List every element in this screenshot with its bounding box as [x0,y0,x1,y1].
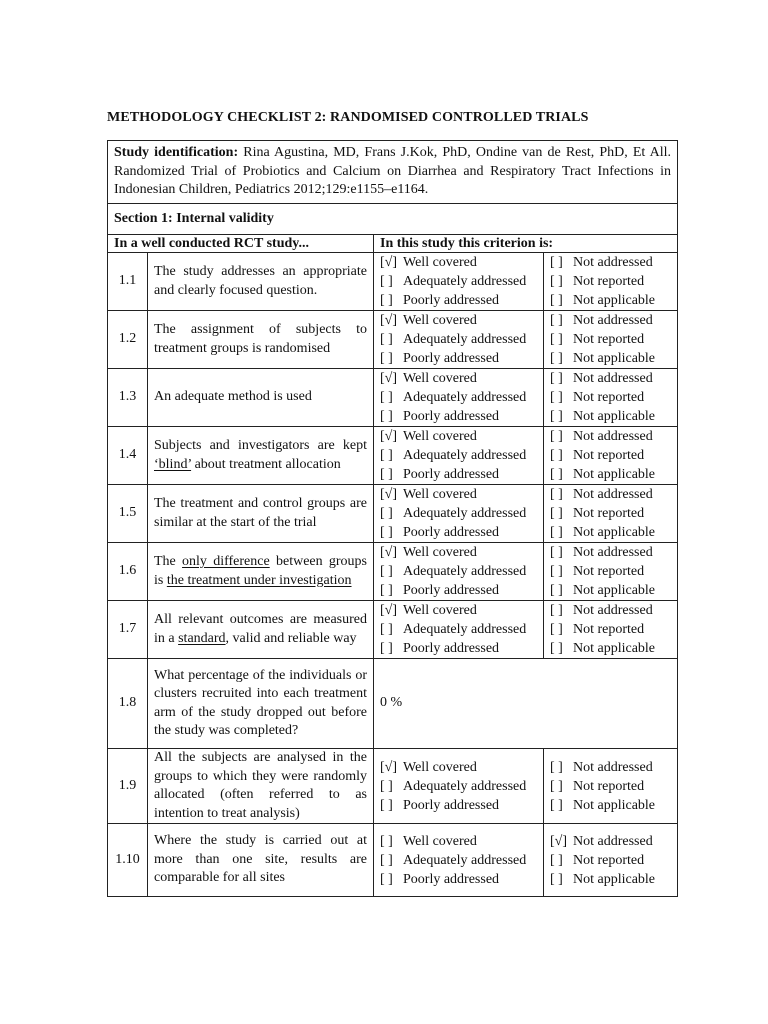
criterion-text: The assignment of subjects to treatment groups is randomised [148,311,374,369]
checkbox-empty-icon: [ ] [550,545,563,560]
checkbox-empty-icon: [ ] [380,409,393,424]
criterion-text-underlined: standard [178,630,226,646]
criterion-row [108,369,678,427]
checkbox-option[interactable] [380,639,543,658]
checkbox-checked-icon: [√] [380,371,398,386]
rating-options-right [544,601,678,659]
header-right: In this study this criterion is: [374,235,678,253]
checkbox-checked-icon: [√] [380,545,398,560]
study-identification-label: Study identification: [114,145,239,160]
checkbox-option[interactable] [550,349,677,368]
criterion-row [108,749,678,824]
rating-options-left [374,824,544,897]
checkbox-option[interactable] [550,369,677,388]
criterion-row [108,543,678,601]
checkbox-empty-icon: [ ] [550,390,563,405]
checkbox-empty-icon: [ ] [550,583,563,598]
checkbox-empty-icon: [ ] [380,871,393,887]
checkbox-checked-icon: [√] [380,255,398,270]
checkbox-option[interactable] [550,504,677,523]
checkbox-empty-icon: [ ] [380,833,393,849]
criterion-text [148,601,374,659]
checkbox-label: Not addressed [573,833,653,849]
checkbox-empty-icon: [ ] [550,852,563,868]
checkbox-label: Well covered [403,429,477,444]
header-row [108,235,678,253]
checkbox-empty-icon: [ ] [550,759,563,775]
checkbox-option[interactable] [550,870,677,889]
checkbox-option[interactable] [380,388,543,407]
criterion-row [108,659,678,749]
checkbox-empty-icon: [ ] [550,467,563,482]
criterion-text: The treatment and control groups are similar at the start of the trial [148,485,374,543]
rating-options-left [374,427,544,485]
checkbox-empty-icon: [ ] [550,274,563,289]
criterion-text [148,427,374,485]
criterion-row [108,601,678,659]
checkbox-option[interactable] [380,832,543,851]
checkbox-label: Not applicable [573,525,656,540]
checkbox-label: Well covered [403,545,477,560]
rating-options-right [544,824,678,897]
checkbox-option[interactable] [380,601,543,620]
checkbox-label: Adequately addressed [403,448,527,463]
checkbox-option[interactable] [550,851,677,870]
checkbox-label: Not reported [573,274,645,289]
checkbox-empty-icon: [ ] [380,525,393,540]
criterion-row [108,311,678,369]
checkbox-label: Well covered [403,487,477,502]
criterion-text: What percentage of the individuals or clusters recruited into each treatment arm of the study dropped out before the study was completed? [148,659,374,749]
study-identification-text: Rina Agustina, MD, Frans J.Kok, PhD, Ondine van de Rest, PhD, Et All. Randomized Trial of Probiotics and Calcium on Diarrhea and Respiratory Tract Infections in Indonesian Children, Pediatrics 2012;129:e1155–e1164. [114,145,672,197]
checkbox-empty-icon: [ ] [380,797,393,813]
checkbox-label: Not applicable [573,409,656,424]
rating-options-left [374,253,544,311]
criterion-text: All the subjects are analysed in the groups to which they were randomly allocated (often referred to as intention to treat analysis) [148,749,374,824]
criterion-text-part: about treatment allocation [191,456,341,472]
checkbox-option[interactable] [550,523,677,542]
criterion-number: 1.8 [108,659,148,749]
checkbox-label: Not applicable [573,641,656,656]
checkbox-label: Not reported [573,852,645,868]
checkbox-label: Not addressed [573,487,653,502]
criterion-text-underlined: the treatment under investigation [166,572,352,588]
checkbox-checked-icon: [√] [380,313,398,328]
criterion-number: 1.5 [108,485,148,543]
checklist-body [108,141,678,897]
checkbox-checked-icon: [√] [380,429,398,444]
checkbox-label: Not reported [573,506,645,521]
checkbox-option[interactable] [380,291,543,310]
checkbox-option[interactable] [380,523,543,542]
checkbox-empty-icon: [ ] [550,778,563,794]
checkbox-option[interactable] [380,851,543,870]
checkbox-empty-icon: [ ] [550,564,563,579]
checkbox-label: Poorly addressed [403,467,500,482]
checkbox-empty-icon: [ ] [380,564,393,579]
checkbox-option[interactable] [550,272,677,291]
criterion-number: 1.3 [108,369,148,427]
checkbox-option[interactable] [550,562,677,581]
checkbox-empty-icon: [ ] [550,448,563,463]
rating-options-right [544,749,678,824]
checkbox-option[interactable] [550,465,677,484]
checkbox-empty-icon: [ ] [550,525,563,540]
checkbox-option[interactable] [380,620,543,639]
checkbox-label: Not reported [573,622,645,637]
criterion-text-underlined: only difference [182,554,270,569]
checkbox-label: Not addressed [573,255,653,270]
rating-options-left [374,485,544,543]
checkbox-label: Well covered [403,603,477,618]
checkbox-empty-icon: [ ] [550,797,563,813]
checkbox-label: Not addressed [573,545,653,560]
study-identification-cell [108,141,678,204]
criterion-number: 1.9 [108,749,148,824]
rating-options-left [374,543,544,601]
checkbox-option[interactable] [550,446,677,465]
checkbox-label: Well covered [403,371,477,386]
header-left: In a well conducted RCT study... [108,235,374,253]
rating-options-left [374,601,544,659]
checkbox-label: Not applicable [573,293,656,308]
checkbox-empty-icon: [ ] [550,603,563,618]
checkbox-option[interactable] [380,446,543,465]
checkbox-empty-icon: [ ] [380,583,393,598]
checkbox-label: Not addressed [573,759,653,775]
rating-options-right [544,253,678,311]
checkbox-empty-icon: [ ] [550,293,563,308]
checkbox-empty-icon: [ ] [380,293,393,308]
checkbox-option[interactable] [380,504,543,523]
checkbox-option[interactable] [380,543,543,562]
criterion-number: 1.10 [108,824,148,897]
checklist-table [107,140,678,897]
checkbox-label: Well covered [403,759,477,775]
checkbox-option[interactable] [550,777,677,796]
checkbox-option[interactable] [550,485,677,504]
checkbox-label: Adequately addressed [403,390,527,405]
criterion-text-part: The [154,554,183,569]
checkbox-option[interactable] [380,349,543,368]
checkbox-label: Not addressed [573,603,653,618]
checkbox-label: Adequately addressed [403,564,527,579]
criterion-row [108,253,678,311]
checkbox-option[interactable] [550,291,677,310]
criterion-row [108,485,678,543]
checkbox-option[interactable] [380,311,543,330]
checkbox-empty-icon: [ ] [550,622,563,637]
checkbox-label: Adequately addressed [403,622,527,637]
criterion-text-part: , valid and reliable way [225,630,357,646]
checkbox-option[interactable] [550,311,677,330]
checkbox-label: Poorly addressed [403,641,500,656]
checkbox-empty-icon: [ ] [550,506,563,521]
checkbox-label: Well covered [403,313,477,328]
criterion-text-underlined: ‘blind’ [154,456,192,472]
checkbox-empty-icon: [ ] [550,871,563,887]
document-title: METHODOLOGY CHECKLIST 2: RANDOMISED CONTROLLED TRIALS [107,110,589,125]
checkbox-option[interactable] [380,465,543,484]
checkbox-empty-icon: [ ] [550,371,563,386]
checkbox-label: Adequately addressed [403,332,527,347]
checkbox-label: Poorly addressed [403,525,500,540]
checkbox-label: Not reported [573,390,645,405]
checkbox-option[interactable] [550,543,677,562]
checkbox-option[interactable] [550,581,677,600]
checkbox-option[interactable] [550,639,677,658]
checkbox-empty-icon: [ ] [380,390,393,405]
checkbox-option[interactable] [550,253,677,272]
checkbox-empty-icon: [ ] [380,506,393,521]
checkbox-option[interactable] [550,796,677,815]
rating-options-left [374,749,544,824]
checkbox-label: Poorly addressed [403,409,500,424]
checkbox-label: Not applicable [573,797,656,813]
checkbox-label: Adequately addressed [403,506,527,521]
rating-options-right [544,369,678,427]
checkbox-label: Poorly addressed [403,797,500,813]
criterion-number: 1.4 [108,427,148,485]
checkbox-option[interactable] [380,330,543,349]
checkbox-empty-icon: [ ] [550,641,563,656]
checkbox-checked-icon: [√] [550,833,568,849]
criterion-text-part: Subjects and investigators are kept [154,438,367,453]
checkbox-option[interactable] [380,777,543,796]
checkbox-empty-icon: [ ] [550,487,563,502]
checkbox-label: Not applicable [573,871,656,887]
checkbox-label: Not applicable [573,351,656,366]
rating-options-left [374,311,544,369]
checkbox-option[interactable] [380,369,543,388]
checkbox-option[interactable] [380,562,543,581]
checkbox-empty-icon: [ ] [550,313,563,328]
criterion-row [108,427,678,485]
checkbox-empty-icon: [ ] [550,255,563,270]
checkbox-option[interactable] [550,832,677,851]
checkbox-label: Not reported [573,778,645,794]
checkbox-label: Not addressed [573,313,653,328]
checkbox-label: Not reported [573,448,645,463]
checkbox-empty-icon: [ ] [380,467,393,482]
rating-options-left [374,369,544,427]
criterion-number: 1.6 [108,543,148,601]
rating-options-right [544,427,678,485]
checkbox-option[interactable] [550,388,677,407]
criterion-text-part: All relevant outcomes are measured in a [154,612,367,646]
checkbox-checked-icon: [√] [380,487,398,502]
criterion-text: Where the study is carried out at more than one site, results are comparable for all sites [148,824,374,897]
criterion-number: 1.7 [108,601,148,659]
checkbox-option[interactable] [380,581,543,600]
checkbox-option[interactable] [380,870,543,889]
checkbox-empty-icon: [ ] [380,852,393,868]
checkbox-label: Not reported [573,332,645,347]
checkbox-label: Not addressed [573,371,653,386]
checkbox-option[interactable] [380,485,543,504]
study-identification-row [108,141,678,204]
checkbox-option[interactable] [380,407,543,426]
checkbox-label: Adequately addressed [403,778,527,794]
checkbox-label: Poorly addressed [403,351,500,366]
checkbox-option[interactable] [550,427,677,446]
section-row [108,203,678,235]
criterion-row [108,824,678,897]
checkbox-label: Not applicable [573,583,656,598]
checkbox-empty-icon: [ ] [550,332,563,347]
checkbox-empty-icon: [ ] [380,641,393,656]
checkbox-checked-icon: [√] [380,603,398,618]
rating-options-right [544,485,678,543]
checkbox-label: Not applicable [573,467,656,482]
section-heading: Section 1: Internal validity [108,203,678,235]
checkbox-empty-icon: [ ] [380,351,393,366]
checkbox-option[interactable] [380,253,543,272]
checkbox-checked-icon: [√] [380,759,398,775]
checkbox-empty-icon: [ ] [380,274,393,289]
criterion-text [148,543,374,601]
checkbox-label: Well covered [403,255,477,270]
criterion-text-part: between groups is [154,554,368,588]
checkbox-option[interactable] [380,796,543,815]
checkbox-empty-icon: [ ] [550,429,563,444]
checkbox-option[interactable] [380,272,543,291]
dropout-percentage-answer: 0 % [374,659,678,749]
checkbox-label: Adequately addressed [403,852,527,868]
criterion-number: 1.1 [108,253,148,311]
checkbox-option[interactable] [550,407,677,426]
checkbox-option[interactable] [380,758,543,777]
criterion-number: 1.2 [108,311,148,369]
checkbox-empty-icon: [ ] [380,332,393,347]
rating-options-right [544,311,678,369]
checkbox-label: Not addressed [573,429,653,444]
checkbox-option[interactable] [550,330,677,349]
checkbox-empty-icon: [ ] [550,409,563,424]
checkbox-label: Adequately addressed [403,274,527,289]
checkbox-empty-icon: [ ] [380,448,393,463]
checkbox-label: Poorly addressed [403,583,500,598]
checkbox-empty-icon: [ ] [380,778,393,794]
checkbox-label: Not reported [573,564,645,579]
criterion-text: The study addresses an appropriate and clearly focused question. [148,253,374,311]
criterion-text: An adequate method is used [148,369,374,427]
checkbox-label: Poorly addressed [403,293,500,308]
checkbox-label: Poorly addressed [403,871,500,887]
checkbox-option[interactable] [550,758,677,777]
checkbox-option[interactable] [550,601,677,620]
checkbox-empty-icon: [ ] [380,622,393,637]
checkbox-empty-icon: [ ] [550,351,563,366]
rating-options-right [544,543,678,601]
checkbox-option[interactable] [380,427,543,446]
checkbox-option[interactable] [550,620,677,639]
checkbox-label: Well covered [403,833,477,849]
